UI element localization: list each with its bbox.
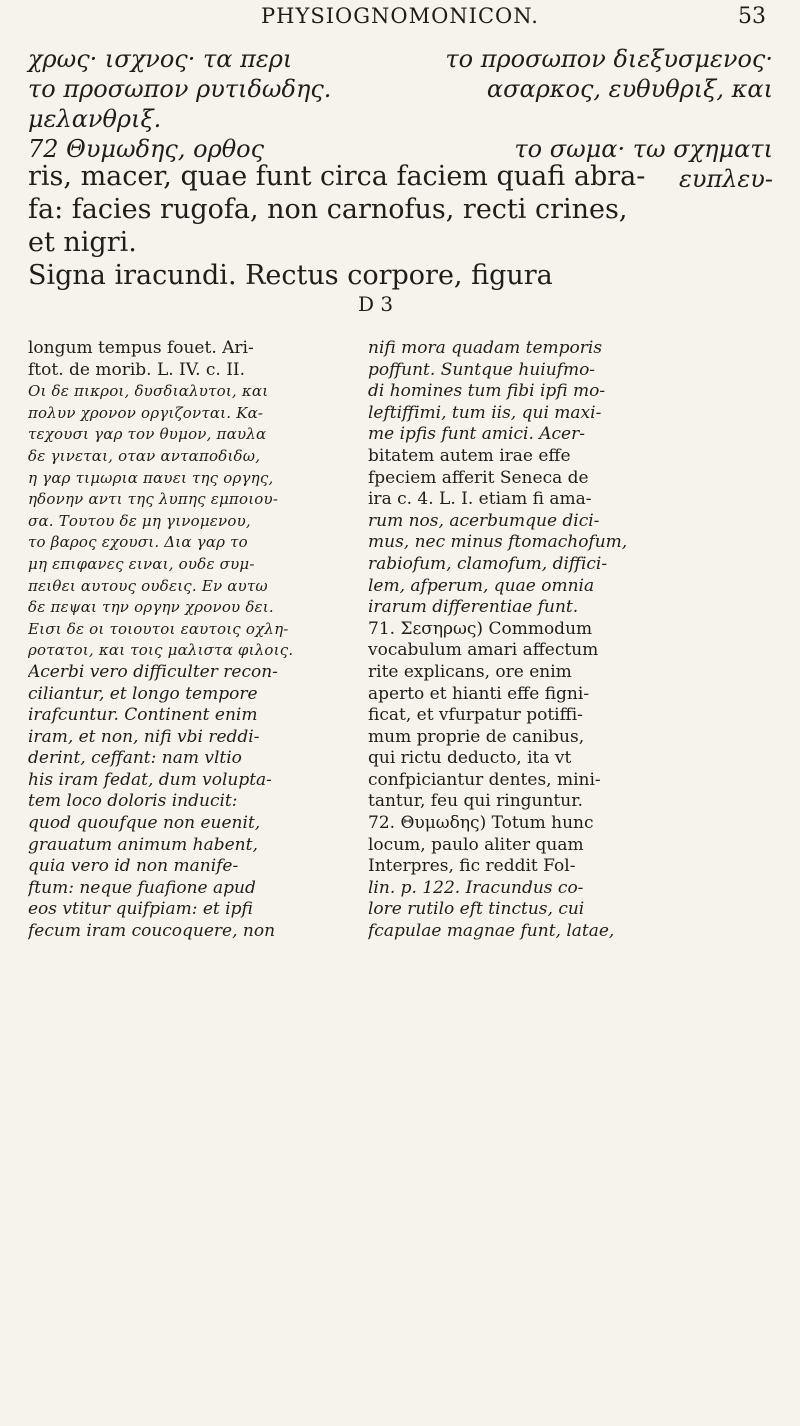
text-line: Οι δε πικροι, δυσδιαλυτοι, και <box>28 382 269 401</box>
greek-line-right: ασαρκος, ευθυθριξ, και <box>486 75 773 103</box>
greek-line-left: 72 Θυμωδης, ορθος <box>28 135 265 163</box>
text-line: Interpres, fic reddit Fol- <box>368 856 576 877</box>
text-line: rum nos, acerbumque dici- <box>368 510 600 531</box>
text-line: nifi mora quadam temporis <box>368 338 603 358</box>
text-line: ftot. de morib. L. IV. c. II. <box>28 359 246 380</box>
latin-translation-block <box>28 160 773 292</box>
text-line: ηδονην αντι της λυπης εμποιου- <box>28 490 279 509</box>
running-head <box>0 0 800 42</box>
text-line: qui rictu deducto, ita vt <box>368 748 572 769</box>
text-line: lin. p. 122. Iracundus co- <box>368 877 584 898</box>
text-line: rite explicans, ore enim <box>368 661 572 682</box>
text-line: 72. Θυμωδης) Totum hunc <box>368 813 594 834</box>
text-line: aperto et hianti effe figni- <box>368 683 590 704</box>
text-line: δε πεψαι την οργην χρονου δει. <box>28 598 274 617</box>
text-line: me ipfis funt amici. Acer- <box>368 424 585 445</box>
text-line: his iram fedat, dum volupta- <box>28 769 272 790</box>
text-line: di homines tum fibi ipfi mo- <box>368 381 606 402</box>
text-line: fpeciem afferit Seneca de <box>368 467 589 488</box>
text-line: fcapulae magnae funt, latae, <box>368 921 615 942</box>
text-line: tem loco doloris inducit: <box>28 791 238 812</box>
text-line: δε γινεται, οταν ανταποδιδω, <box>28 446 261 465</box>
text-line: mum proprie de canibus, <box>368 726 585 747</box>
text-line: ροτατοι, και τοις μαλιστα φιλοις. <box>28 641 294 660</box>
text-line: lem, afperum, quae omnia <box>368 575 595 596</box>
text-line: locum, paulo aliter quam <box>368 834 584 855</box>
latin-line: ris, macer, quae funt circa faciem quafi abra- <box>28 161 646 192</box>
page-number: 53 <box>738 4 766 29</box>
text-line: irafcuntur. Continent enim <box>28 705 258 726</box>
text-line: ciliantur, et longo tempore <box>28 683 258 704</box>
header-title: PHYSIOGNOMONICON. <box>261 4 539 28</box>
text-line: ftum: neque fuafione apud <box>28 877 256 898</box>
greek-line <box>28 44 773 74</box>
text-line: poffunt. Suntque huiufmo- <box>368 359 596 380</box>
latin-line: Signa iracundi. Rectus corpore, figura <box>28 260 553 291</box>
text-line: μη επιφανες ειναι, ουδε συμ- <box>28 554 255 573</box>
commentary-right-column <box>368 338 768 943</box>
text-line: τεχουσι γαρ τον θυμον, παυλα <box>28 425 267 444</box>
text-line: πειθει αυτους ουδεις. Εν αυτω <box>28 576 268 595</box>
text-line: πολυν χρονον οργιζονται. Κα- <box>28 403 264 422</box>
text-line: mus, nec minus ftomachofum, <box>368 532 628 553</box>
text-line: ira c. 4. L. I. etiam fi ama- <box>368 489 592 510</box>
greek-line-left: μελανθριξ. <box>28 105 162 133</box>
signature-mark: D 3 <box>358 292 394 316</box>
greek-line <box>28 104 773 134</box>
text-line: leftiffimi, tum iis, qui maxi- <box>368 402 602 423</box>
greek-line-left: το προσωπον ρυτιδωδης. <box>28 75 332 103</box>
text-line: σα. Τουτου δε μη γινομενου, <box>28 511 251 530</box>
text-line: lore rutilo eft tinctus, cui <box>368 899 585 920</box>
text-line: confpiciantur dentes, mini- <box>368 769 601 790</box>
commentary-left-column <box>28 338 373 943</box>
latin-line: fa: facies rugofa, non carnofus, recti crines, <box>28 194 628 225</box>
text-line: vocabulum amari affectum <box>368 640 599 661</box>
text-line: 71. Σεσηρως) Commodum <box>368 618 593 639</box>
text-line: irarum differentiae funt. <box>368 597 579 618</box>
text-line: eos vtitur quifpiam: et ipfi <box>28 899 253 920</box>
text-line: quod quoufque non euenit, <box>28 813 261 834</box>
text-line: iram, et non, nifi vbi reddi- <box>28 726 260 747</box>
text-line: το βαρος εχουσι. Δια γαρ το <box>28 533 248 552</box>
text-line: derint, ceffant: nam vltio <box>28 748 242 769</box>
text-line: Εισι δε οι τοιουτοι εαυτοις οχλη- <box>28 619 289 638</box>
latin-line: et nigri. <box>28 227 137 258</box>
text-line: rabiofum, clamofum, diffici- <box>368 553 608 574</box>
text-line: Acerbi vero difficulter recon- <box>28 661 278 682</box>
greek-line-right: ευπλευ- <box>678 165 773 193</box>
greek-line-right: το σωμα· τω σχηματι <box>514 135 773 163</box>
text-line: η γαρ τιμωρια παυει της οργης, <box>28 468 274 487</box>
greek-line-right: το προσωπον διεξυσμενος· <box>445 45 773 73</box>
greek-line-left: χρως· ισχνος· τα περι <box>28 45 293 73</box>
text-line: quia vero id non manife- <box>28 856 239 877</box>
text-line: longum tempus fouet. Ari- <box>28 338 254 358</box>
text-line: grauatum animum habent, <box>28 834 258 855</box>
text-line: fecum iram coucoquere, non <box>28 921 276 942</box>
text-line: tantur, feu qui ringuntur. <box>368 791 583 812</box>
text-line: ficat, et vfurpatur potiffi- <box>368 705 583 726</box>
text-line: bitatem autem irae effe <box>368 445 571 466</box>
greek-line <box>28 74 773 104</box>
